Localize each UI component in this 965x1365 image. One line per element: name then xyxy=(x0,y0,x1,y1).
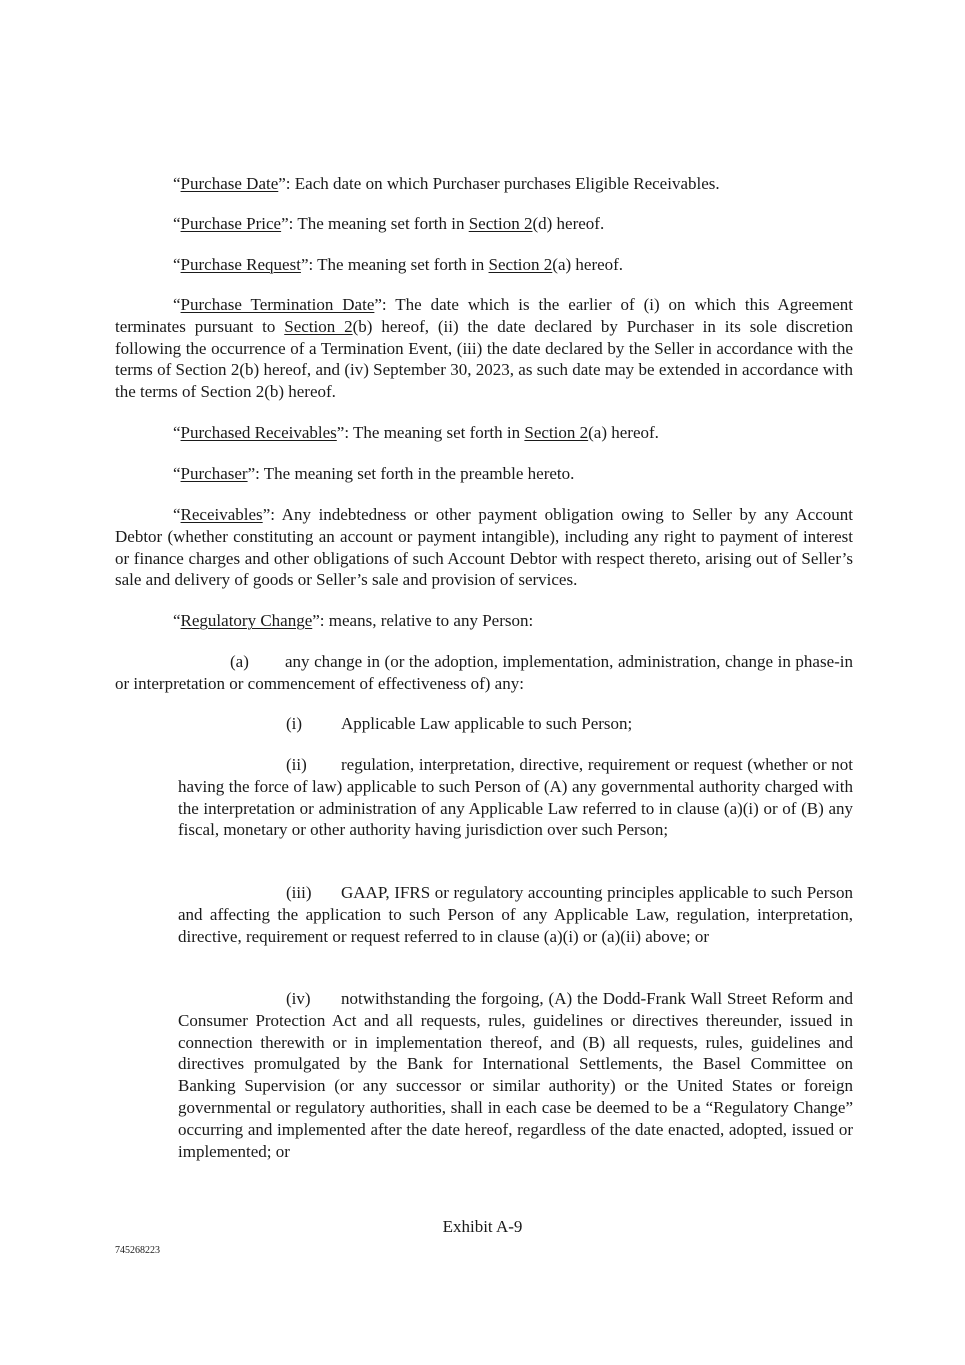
definition-regulatory-change: “Regulatory Change”: means, relative to any Person: xyxy=(173,611,534,630)
clause-iv: (iv) notwithstanding the forgoing, (A) the Dodd-Frank Wall Street Reform and Consumer Protection Act and all requests, rules, guidelines or directives thereunder, issued in connection therewith or in implementation thereof, and (B) all requests, rules, guidelines and directives promulgated by the Bank for International Settlements, the Basel Committee on Banking Supervision (or any successor or similar authority) or the United States or foreign governmental or regulatory authorities, shall in each case be deemed to be a “Regulatory Change” occurring and implemented after the date hereof, regardless of the date enacted, adopted, issued or implemented; or xyxy=(178,989,853,1161)
clause-i: (i) Applicable Law applicable to such Person; xyxy=(286,714,633,733)
defined-term: Regulatory Change xyxy=(180,611,313,630)
definition-receivables: “Receivables”: Any indebtedness or other payment obligation owing to Seller by any Account Debtor (whether constituting an account or payment intangible), including any right to payment of interest or finance charges and other obligations of such Account Debtor with respect thereto, arising out of Seller’s sale and delivery of goods or Seller’s sale and provision of services. xyxy=(115,505,853,590)
definition-purchase-price: “Purchase Price”: The meaning set forth in Section 2(d) hereof. xyxy=(173,214,605,233)
definition-purchase-termination-date: “Purchase Termination Date”: The date which is the earlier of (i) on which this Agreement terminates pursuant to Section 2(b) hereof, (ii) the date declared by Purchaser in its sole discretion following the occurrence of a Termination Event, (iii) the date declared by the Seller in accordance with the terms of Section 2(b) hereof, and (iv) September 30, 2023, as such date may be extended in accordance with the terms of Section 2(b) hereof. xyxy=(115,295,854,402)
exhibit-page-label: Exhibit A-9 xyxy=(442,1217,523,1236)
defined-term: Purchase Price xyxy=(180,214,282,233)
clause-number: (iii) xyxy=(286,883,312,902)
definition-purchased-receivables: “Purchased Receivables”: The meaning set forth in Section 2(a) hereof. xyxy=(173,423,659,442)
clause-ii: (ii) regulation, interpretation, directive, requirement or request (whether or not having the force of law) applicable to such Person of (A) any governmental authority charged with the interpretation or administration of any Applicable Law referred to in clause (a)(i) or of (B) any fiscal, monetary or other authority having jurisdiction over such Person; xyxy=(178,755,853,840)
document-id: 745268223 xyxy=(115,1245,160,1256)
definition-purchaser: “Purchaser”: The meaning set forth in the preamble hereto. xyxy=(173,464,575,483)
defined-term: Purchase Termination Date xyxy=(180,295,375,314)
definition-purchase-date: “Purchase Date”: Each date on which Purchaser purchases Eligible Receivables. xyxy=(173,174,720,193)
defined-term: Purchased Receivables xyxy=(180,423,337,442)
clause-iii: (iii) GAAP, IFRS or regulatory accounting principles applicable to such Person and affecting the application to such Person of any Applicable Law, regulation, interpretation, directive, requirement or request referred to in clause (a)(i) or (a)(ii) above; or xyxy=(178,883,853,946)
defined-term: Purchaser xyxy=(180,464,248,483)
defined-term: Purchase Request xyxy=(180,255,301,274)
clause-number: (i) xyxy=(286,714,303,733)
defined-term: Purchase Date xyxy=(180,174,279,193)
clause-number: (ii) xyxy=(286,755,307,774)
clause-a: (a) any change in (or the adoption, implementation, administration, change in phase-in or interpretation or commencement of effectiveness of) any: xyxy=(115,652,853,693)
clause-number: (a) xyxy=(230,652,249,671)
section-reference: Section 2 xyxy=(468,214,533,233)
defined-term: Receivables xyxy=(180,505,263,524)
definition-purchase-request: “Purchase Request”: The meaning set forth in Section 2(a) hereof. xyxy=(173,255,624,274)
section-reference: Section 2 xyxy=(488,255,553,274)
section-reference: Section 2 xyxy=(524,423,589,442)
section-reference: Section 2 xyxy=(284,316,353,336)
clause-number: (iv) xyxy=(286,989,311,1008)
